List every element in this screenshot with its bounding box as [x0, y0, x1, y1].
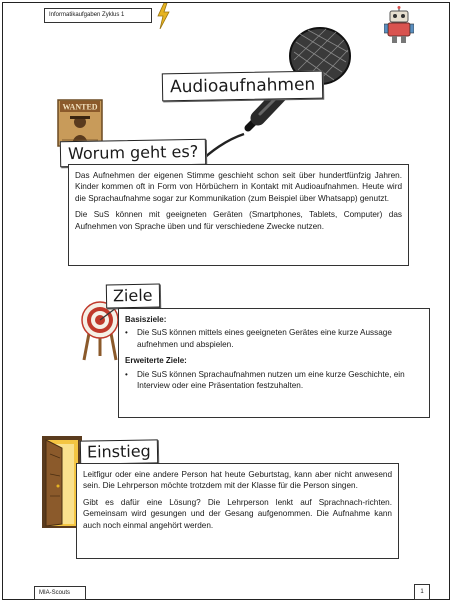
- section-heading-worum: Worum geht es?: [60, 139, 207, 168]
- header-label: Informatikaufgaben Zyklus 1: [44, 8, 152, 23]
- extended-goal-text: Die SuS können Sprachaufnahmen nutzen um eine kurze Geschichte, ein Interview oder eine Präsentation festzuhalten.: [137, 369, 405, 391]
- page-number: 1: [414, 584, 430, 600]
- einstieg-paragraph-2: Gibt es dafür eine Lösung? Die Lehrperson lenkt auf Sprachnach-richten. Gemeinsam wird gesungen und der Gesang aufgenommen. Die Aufnahme kann auch noch einmal angehört werden.: [83, 497, 392, 530]
- intro-paragraph-1: Das Aufnehmen der eigenen Stimme geschieht schon seit über hundertfünfzig Jahren. Kinder kommen oft in Form von Hörbüchern in Kontakt mit Audioaufnahmen. Heute wird die Sprachaufnahme sogar zur Kommunikation (zum Beispiel über Whatsapp) genutzt.: [75, 171, 402, 203]
- lightning-icon: [156, 3, 170, 29]
- list-item: [125, 327, 423, 350]
- goals-textbox: [118, 308, 430, 418]
- page-title: Audioaufnahmen: [162, 71, 324, 102]
- basic-goals-label: Basisziele:: [125, 315, 167, 324]
- robot-icon: [384, 6, 414, 44]
- list-item: [125, 369, 423, 392]
- footer-label: MIA-Scouts: [34, 586, 86, 600]
- bullet: •: [125, 369, 128, 379]
- intro-textbox: [68, 164, 409, 266]
- extended-goals-label: Erweiterte Ziele:: [125, 356, 187, 366]
- section-heading-ziele: Ziele: [106, 284, 160, 309]
- intro-paragraph-2: Die SuS können mit geeigneten Geräten (Smartphones, Tablets, Computer) das Aufnehmen von Sprache üben und für verschiedene Zwecke nutzen.: [75, 210, 402, 231]
- wanted-text: WANTED: [62, 102, 98, 112]
- einstieg-textbox: [76, 463, 399, 559]
- einstieg-paragraph-1: Leitfigur oder eine andere Person hat heute Geburtstag, kann aber nicht anwesend sein. Die Lehrperson möchte trotzdem mit der Klasse für die Person singen.: [83, 470, 392, 491]
- section-heading-einstieg: Einstieg: [80, 439, 158, 464]
- bullet: •: [125, 328, 128, 338]
- basic-goal-text: Die SuS können mittels eines geeigneten Gerätes eine kurze Aussage aufnehmen und abspielen.: [137, 328, 392, 349]
